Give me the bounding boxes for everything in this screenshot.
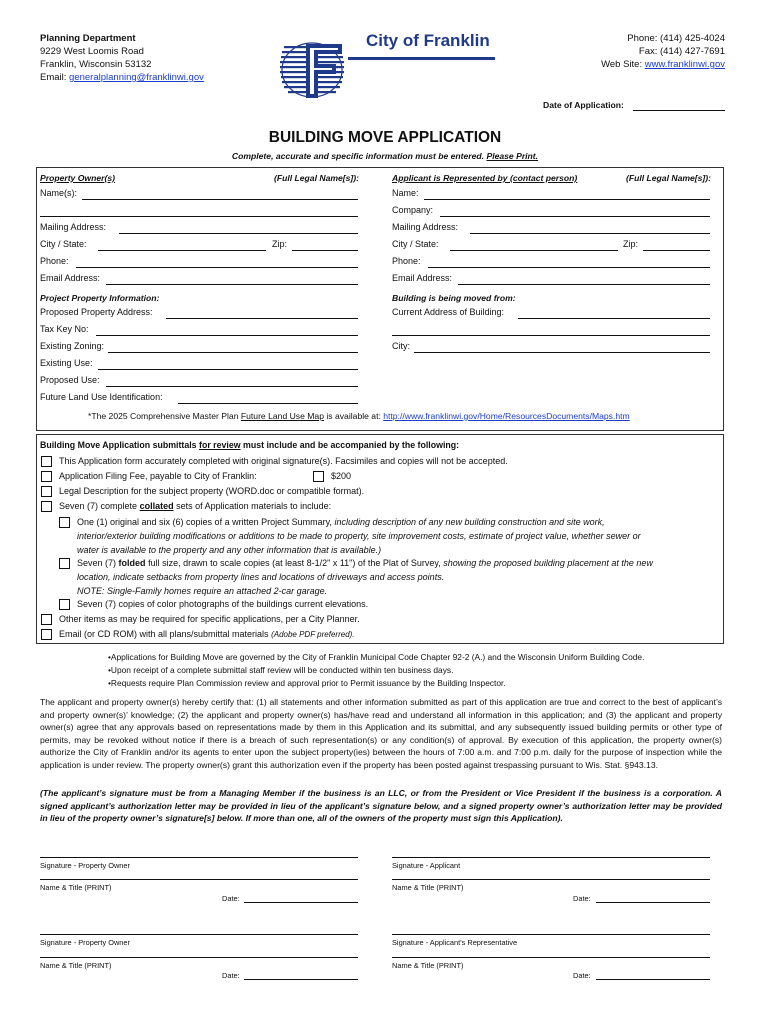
current-address-field-2[interactable] xyxy=(392,335,710,336)
maps-url-link[interactable]: http://www.franklinwi.gov/Home/ResourcesDocuments/Maps.htm xyxy=(383,411,630,421)
applicant-mailing-label: Mailing Address: xyxy=(392,222,459,232)
applicant-email-label: Email Address: xyxy=(392,273,453,283)
applicant-name-title-line-1[interactable] xyxy=(392,879,710,880)
date-of-application-field[interactable] xyxy=(633,110,725,111)
submittals-heading xyxy=(40,440,459,450)
applicant-signature-label-1: Signature - Applicant xyxy=(392,861,461,870)
owner-names-field-2[interactable] xyxy=(40,216,358,217)
item-legal-description: Legal Description for the subject property (WORD.doc or compatible format). xyxy=(59,486,365,496)
representative-date-field[interactable] xyxy=(596,979,710,980)
sub-plat-line1 xyxy=(77,558,653,568)
sub-color-photographs: Seven (7) copies of color photographs of the buildings current elevations. xyxy=(77,599,369,609)
checkbox-other-items[interactable] xyxy=(41,614,52,625)
moved-from-heading: Building is being moved from: xyxy=(392,293,516,303)
submittals-heading-pre: Building Move Application submittals xyxy=(40,440,197,450)
bullet-governing-code: •Applications for Building Move are governed by the City of Franklin Municipal Code Chapter 92-2 (A.) and the Wisconsin Uniform Building Code. xyxy=(108,652,645,662)
website-link[interactable]: www.franklinwi.gov xyxy=(644,59,725,70)
email-link[interactable]: generalplanning@franklinwi.gov xyxy=(69,72,204,83)
dept-address-line2: Franklin, Wisconsin 53132 xyxy=(40,59,152,70)
applicant-email-field[interactable] xyxy=(458,284,710,285)
map-note-pre: *The 2025 Comprehensive Master Plan xyxy=(88,411,239,421)
fax: Fax: (414) 427-7691 xyxy=(638,46,725,57)
email-label: Email: xyxy=(40,72,67,83)
item-email-cd xyxy=(59,629,355,639)
representative-name-title-line[interactable] xyxy=(392,957,710,958)
date-of-application-label: Date of Application: xyxy=(543,100,624,110)
owner-signature-label-2: Signature - Property Owner xyxy=(40,938,130,947)
representative-name-title-label: Name & Title (PRINT) xyxy=(392,961,464,970)
checkbox-project-summary[interactable] xyxy=(59,517,70,528)
owner-zip-field[interactable] xyxy=(292,250,358,251)
fee-amount: $200 xyxy=(331,471,352,481)
signature-note: (The applicant’s signature must be from a Managing Member if the business is an LLC, or from the President or Vice President if the business is a corporation. A signed applicant’s authorization letter may be provided in lieu of the applicant’s signature below, and a signed property owner’s authorization letter may be provided in lieu of the property owner’s signature[s] below. If more than one, all of the owners of the property must sign this Application). xyxy=(40,788,722,824)
owner-mailing-field[interactable] xyxy=(119,233,358,234)
dept-email-row xyxy=(40,72,204,83)
dept-address-line1: 9229 West Loomis Road xyxy=(40,46,144,57)
item-collated-post: sets of Application materials to include: xyxy=(176,501,332,511)
owner-zip-label: Zip: xyxy=(272,239,288,249)
website-label: Web Site: xyxy=(601,59,643,70)
bullet-review-time: •Upon receipt of a complete submittal staff review will be conducted within ten business days. xyxy=(108,665,454,675)
owner-city-field[interactable] xyxy=(98,250,266,251)
map-note-mid: is available at: xyxy=(326,411,381,421)
applicant-date-label-1: Date: xyxy=(573,894,591,903)
sub2-italic1: showing the proposed building placement at the new xyxy=(443,558,653,568)
existing-zoning-label: Existing Zoning: xyxy=(40,341,105,351)
checkbox-collated-sets[interactable] xyxy=(41,501,52,512)
checkbox-filing-fee[interactable] xyxy=(41,471,52,482)
owner-email-label: Email Address: xyxy=(40,273,101,283)
dept-name: Planning Department xyxy=(40,33,136,44)
bullet-plan-commission: •Requests require Plan Commission review and approval prior to Permit issuance by the Building Inspector. xyxy=(108,678,506,688)
future-land-use-label: Future Land Use Identification: xyxy=(40,392,163,402)
sub-project-summary-line2: interior/exterior building modifications or additions to be made to property, site improvement costs, estimate of project value, whether sewer or xyxy=(77,531,641,541)
existing-zoning-field[interactable] xyxy=(108,352,358,353)
proposed-use-field[interactable] xyxy=(106,386,358,387)
current-address-label: Current Address of Building: xyxy=(392,307,505,317)
item-collated-sets xyxy=(59,501,331,511)
future-land-use-field[interactable] xyxy=(178,403,358,404)
existing-use-label: Existing Use: xyxy=(40,358,93,368)
owner-name-title-line-1[interactable] xyxy=(40,879,358,880)
item-other-items: Other items as may be required for specific applications, per a City Planner. xyxy=(59,614,360,624)
checkbox-application-form[interactable] xyxy=(41,456,52,467)
owner-date-field-1[interactable] xyxy=(244,902,358,903)
applicant-zip-field[interactable] xyxy=(643,250,710,251)
owner-heading: Property Owner(s) xyxy=(40,173,115,183)
owner-name-title-label-2: Name & Title (PRINT) xyxy=(40,961,112,970)
checkbox-plat-of-survey[interactable] xyxy=(59,558,70,569)
current-address-field[interactable] xyxy=(518,318,710,319)
tax-key-field[interactable] xyxy=(96,335,358,336)
applicant-phone-field[interactable] xyxy=(428,267,710,268)
subtitle-text: Complete, accurate and specific information must be entered. xyxy=(231,151,485,161)
moved-from-city-label: City: xyxy=(392,341,410,351)
sub2-mid: full size, drawn to scale copies (at least 8-1/2" x 11") of the Plat of Survey, xyxy=(148,558,441,568)
owner-email-field[interactable] xyxy=(106,284,358,285)
existing-use-field[interactable] xyxy=(98,369,358,370)
item-collated-word: collated xyxy=(139,501,174,511)
applicant-name-title-label-1: Name & Title (PRINT) xyxy=(392,883,464,892)
owner-mailing-label: Mailing Address: xyxy=(40,222,107,232)
owner-date-label-1: Date: xyxy=(222,894,240,903)
applicant-name-label: Name: xyxy=(392,188,419,198)
applicant-phone-label: Phone: xyxy=(392,256,421,266)
submittals-heading-post: must include and be accompanied by the following: xyxy=(243,440,460,450)
proposed-address-label: Proposed Property Address: xyxy=(40,307,153,317)
applicant-company-field[interactable] xyxy=(440,216,710,217)
checkbox-legal-description[interactable] xyxy=(41,486,52,497)
sub-project-summary-line1 xyxy=(77,517,605,527)
item-application-form: This Application form accurately completed with original signature(s). Facsimiles and copies will not be accepted. xyxy=(59,456,508,466)
applicant-signature-line-1[interactable] xyxy=(392,857,710,858)
item6-italic: (Adobe PDF preferred). xyxy=(271,630,355,639)
logo-text: City of Franklin xyxy=(366,31,490,50)
submittals-heading-for-review: for review xyxy=(199,440,241,450)
applicant-company-label: Company: xyxy=(392,205,434,215)
moved-from-city-field[interactable] xyxy=(414,352,710,353)
item-collated-pre: Seven (7) complete xyxy=(59,501,138,511)
owner-names-label: Name(s): xyxy=(40,188,78,198)
owner-date-label-2: Date: xyxy=(222,971,240,980)
item6-text: Email (or CD ROM) with all plans/submittal materials xyxy=(59,629,269,639)
representative-signature-line[interactable] xyxy=(392,934,710,935)
checkbox-color-photographs[interactable] xyxy=(59,599,70,610)
applicant-zip-label: Zip: xyxy=(623,239,639,249)
applicant-date-field-1[interactable] xyxy=(596,902,710,903)
representative-signature-label: Signature - Applicant's Representative xyxy=(392,938,518,947)
owner-phone-label: Phone: xyxy=(40,256,69,266)
owner-name-title-line-2[interactable] xyxy=(40,957,358,958)
sub1-italic1: including description of any new building construction and site work, xyxy=(334,517,605,527)
item-filing-fee: Application Filing Fee, payable to City of Franklin: xyxy=(59,471,257,481)
project-heading: Project Property Information: xyxy=(40,293,160,303)
owner-city-label: City / State: xyxy=(40,239,87,249)
proposed-address-field[interactable] xyxy=(166,318,358,319)
tax-key-label: Tax Key No: xyxy=(40,324,89,334)
website-row xyxy=(601,59,725,70)
city-logo xyxy=(270,32,495,104)
sub-project-summary-line3: water is available to the property and any other information that is available.) xyxy=(77,545,382,555)
applicant-heading: Applicant is Represented by (contact person) xyxy=(392,173,578,183)
applicant-city-label: City / State: xyxy=(392,239,439,249)
sub2-pre: Seven (7) xyxy=(77,558,117,568)
owner-phone-field[interactable] xyxy=(76,267,358,268)
certification-paragraph: The applicant and property owner(s) hereby certify that: (1) all statements and other information submitted as part of this application are true and correct to the best of applicant’s and property owner(s)’ knowledge; (2) the applicant and property owner(s) has/have read and understand all information in this application; and (3) the applicant and property owner(s) agree that any approvals based on representations made by them in this Application and its submittal, and any subsequently issued building permits or other type of permits, may be revoked without notice if there is a breach of such representation(s) or any condition(s) of approval. By execution of this application, the property owner(s) authorize the City of Franklin and/or its agents to enter upon the subject property(ies) between the hours of 7:00 a.m. and 7:00 p.m. daily for the purpose of inspection while the application is under review. The property owner(s) grant this authorization even if the property has been posted against trespassing pursuant to Wis. Stat. §943.13. xyxy=(40,697,722,770)
page-title: BUILDING MOVE APPLICATION xyxy=(268,129,502,146)
representative-date-label: Date: xyxy=(573,971,591,980)
proposed-use-label: Proposed Use: xyxy=(40,375,100,385)
future-land-use-map-text: Future Land Use Map xyxy=(240,411,324,421)
owner-signature-label-1: Signature - Property Owner xyxy=(40,861,130,870)
owner-date-field-2[interactable] xyxy=(244,979,358,980)
applicant-heading-right: (Full Legal Name[s]): xyxy=(626,173,711,183)
applicant-name-field[interactable] xyxy=(424,199,710,200)
page-subtitle xyxy=(0,151,770,161)
phone: Phone: (414) 425-4024 xyxy=(627,33,725,44)
owner-names-field[interactable] xyxy=(82,199,358,200)
sub-plat-line2: location, indicate setbacks from property lines and locations of driveways and access points. xyxy=(77,572,445,582)
checkbox-fee-200[interactable] xyxy=(313,471,324,482)
owner-heading-right: (Full Legal Name[s]): xyxy=(274,173,359,183)
checkbox-email-cd[interactable] xyxy=(41,629,52,640)
applicant-mailing-field[interactable] xyxy=(470,233,710,234)
sub2-folded: folded xyxy=(118,558,146,568)
owner-signature-line-2[interactable] xyxy=(40,934,358,935)
subtitle-please-print: Please Print. xyxy=(486,151,539,161)
applicant-city-field[interactable] xyxy=(450,250,618,251)
sub1-pre: One (1) original and six (6) copies of a written Project Summary, xyxy=(77,517,332,527)
sub-plat-line3: NOTE: Single-Family homes require an attached 2-car garage. xyxy=(77,586,328,596)
owner-name-title-label-1: Name & Title (PRINT) xyxy=(40,883,112,892)
map-note xyxy=(88,411,630,421)
owner-signature-line-1[interactable] xyxy=(40,857,358,858)
